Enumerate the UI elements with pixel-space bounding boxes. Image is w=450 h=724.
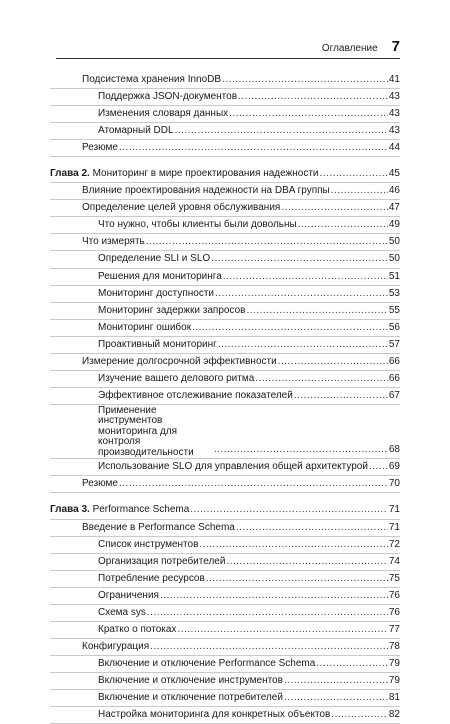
toc-entry <box>50 673 400 690</box>
toc-entry-text <box>98 673 283 689</box>
toc-entry-title: Что нужно, чтобы клиенты были довольны <box>98 219 297 231</box>
toc-entry-text <box>98 123 174 139</box>
toc-page-number: 77 <box>388 623 400 635</box>
toc-entry-title: Проактивный мониторинг <box>98 338 217 350</box>
toc-entry <box>50 320 400 337</box>
toc-page-number: 56 <box>388 321 400 333</box>
toc-page-number: 47 <box>388 202 400 214</box>
toc-entry-title: Мониторинг задержки запросов <box>98 304 246 316</box>
toc-entry-title: Измерение долгосрочной эффективности <box>82 355 277 367</box>
toc-page-number: 53 <box>388 287 400 299</box>
toc-page-number: 76 <box>388 589 400 601</box>
toc-page-number: 43 <box>388 108 400 120</box>
toc-entry-title: Мониторинг в мире проектирования надежности <box>92 168 319 180</box>
toc-page-number: 43 <box>388 91 400 103</box>
toc-entry <box>50 622 400 639</box>
toc-entry <box>50 89 400 106</box>
toc-entry-text <box>82 639 149 655</box>
dot-leader <box>278 354 388 370</box>
toc-entry-text <box>98 554 225 570</box>
toc-entry-title: Определение SLI и SLO <box>98 253 211 265</box>
dot-leader <box>215 286 388 302</box>
toc-entry-text <box>98 371 254 387</box>
chapter-label: Глава 3. <box>50 504 90 516</box>
toc-entry-text <box>82 183 330 199</box>
toc-entry <box>50 656 400 673</box>
dot-leader <box>238 89 388 105</box>
toc-entry-title: Применение инструментов мониторинга для контроля производительности <box>98 404 194 458</box>
toc-entry <box>50 337 400 354</box>
toc-entry-text <box>98 251 210 267</box>
dot-leader <box>211 251 388 267</box>
toc-chapter-entry <box>50 166 400 183</box>
toc-page-number: 75 <box>388 572 400 584</box>
toc-entry-text <box>50 166 319 182</box>
toc-entry <box>50 251 400 268</box>
dot-leader <box>229 106 388 122</box>
dot-leader <box>223 269 388 285</box>
toc-entry <box>50 520 400 537</box>
toc-entry-text <box>98 405 213 459</box>
toc-page-number: 82 <box>388 709 400 721</box>
toc-entry <box>50 269 400 286</box>
toc-entry-title: Резюме <box>82 478 118 490</box>
toc-entry <box>50 388 400 405</box>
toc-entry-text <box>98 388 293 404</box>
toc-entry <box>50 405 400 460</box>
toc-chapter-entry <box>50 502 400 519</box>
toc-entry-text <box>82 72 221 88</box>
header-title: Оглавление <box>321 43 378 54</box>
toc-page-number: 44 <box>388 142 400 154</box>
toc-entry <box>50 234 400 251</box>
toc-entry-text <box>82 476 118 492</box>
toc-page-number: 71 <box>388 521 400 533</box>
toc-entry <box>50 690 400 707</box>
toc-page-number: 46 <box>388 185 400 197</box>
dot-leader <box>284 690 388 706</box>
toc-entry <box>50 217 400 234</box>
dot-leader <box>218 337 388 353</box>
toc-entry-title: Схема sys <box>98 606 146 618</box>
toc-entry <box>50 303 400 320</box>
toc-page-number: 49 <box>388 219 400 231</box>
toc-entry <box>50 140 400 157</box>
toc-entry-text <box>98 89 237 105</box>
toc-entry-title: Поддержка JSON-документов <box>98 91 238 103</box>
dot-leader <box>190 502 388 518</box>
dot-leader <box>119 476 388 492</box>
toc-entry-text <box>98 286 214 302</box>
toc-entry-text <box>98 217 297 233</box>
dot-leader <box>294 388 388 404</box>
toc-entry-text <box>98 106 228 122</box>
toc-page-number: 55 <box>388 304 400 316</box>
toc-entry-title: Изучение вашего делового ритма <box>98 372 255 384</box>
toc-entry-text <box>98 303 245 319</box>
dot-leader <box>160 588 388 604</box>
running-header <box>56 38 400 56</box>
dot-leader <box>147 605 388 621</box>
toc-entry-title: Использование SLO для управления общей архитектурой <box>98 461 368 473</box>
toc-page-number: 41 <box>388 74 400 85</box>
toc-entry-text <box>82 234 145 250</box>
toc-page-number: 78 <box>388 640 400 652</box>
toc-entry <box>50 200 400 217</box>
toc-page-number: 81 <box>388 692 400 703</box>
toc-page-number: 69 <box>388 461 400 473</box>
dot-leader <box>369 459 388 475</box>
toc-entry-text <box>50 502 189 518</box>
dot-leader <box>284 673 388 689</box>
dot-leader <box>177 622 387 638</box>
toc-entry-text <box>98 269 222 285</box>
toc-entry <box>50 537 400 554</box>
dot-leader <box>331 707 388 723</box>
toc-page-number: 50 <box>388 253 400 265</box>
toc-page-number: 72 <box>388 538 400 550</box>
dot-leader <box>226 554 387 570</box>
toc-page-number: 79 <box>388 674 400 686</box>
dot-leader <box>206 571 388 587</box>
toc-entry-title: Влияние проектирования надежности на DBA группы <box>82 185 330 197</box>
page-number: 7 <box>391 38 400 55</box>
toc-entry-text <box>98 622 176 638</box>
toc-entry <box>50 123 400 140</box>
toc-entry-title: Решения для мониторинга <box>98 270 222 282</box>
toc-page-number: 45 <box>388 168 400 180</box>
dot-leader <box>146 234 388 250</box>
toc-entry-title: Кратко о потоках <box>98 623 177 635</box>
toc-entry-title: Включение и отключение инструментов <box>98 674 283 686</box>
toc-entry-text <box>98 656 315 672</box>
toc-entry-text <box>82 140 118 156</box>
toc-page-number: 74 <box>388 555 400 567</box>
toc-page-number: 43 <box>388 125 400 137</box>
toc-entry-title: Атомарный DDL <box>98 125 174 137</box>
toc-entry-title: Настройка мониторинга для конкретных объектов <box>98 709 331 721</box>
dot-leader <box>199 537 387 553</box>
dot-leader <box>192 320 388 336</box>
toc-entry-title: Performance Schema <box>92 504 190 516</box>
toc-entry-text <box>98 690 283 706</box>
toc-entry-title: Список инструментов <box>98 538 199 550</box>
toc-entry-title: Эффективное отслеживание показателей <box>98 389 293 401</box>
toc-entry-title: Ограничения <box>98 589 159 601</box>
toc-entry-title: Введение в Performance Schema <box>82 521 235 533</box>
toc-entry <box>50 72 400 89</box>
dot-leader <box>214 442 388 458</box>
toc-entry <box>50 639 400 656</box>
toc-page-number: 67 <box>388 389 400 401</box>
toc-entry <box>50 459 400 476</box>
toc-entry-text <box>82 520 235 536</box>
toc-entry <box>50 106 400 123</box>
toc-entry-text <box>98 337 217 353</box>
toc-entry-text <box>98 320 191 336</box>
toc-entry <box>50 371 400 388</box>
dot-leader <box>320 166 388 182</box>
dot-leader <box>255 371 388 387</box>
toc-entry-text <box>98 588 159 604</box>
toc-entry-title: Мониторинг ошибок <box>98 321 192 333</box>
toc-entry-title: Конфигурация <box>82 640 150 652</box>
dot-leader <box>175 123 388 139</box>
toc-entry-text <box>82 354 277 370</box>
toc-entry-title: Организация потребителей <box>98 555 226 567</box>
toc-entry-title: Изменения словаря данных <box>98 108 229 120</box>
toc-entry-title: Включение и отключение потребителей <box>98 692 283 703</box>
toc-entry <box>50 476 400 493</box>
toc-entry-title: Определение целей уровня обслуживания <box>82 202 281 214</box>
toc-entry <box>50 605 400 622</box>
toc-entry <box>50 588 400 605</box>
toc-entry-title: Подсистема хранения InnoDB <box>82 74 222 85</box>
dot-leader <box>119 140 388 156</box>
toc-entry-title: Включение и отключение Performance Schema <box>98 657 316 669</box>
toc-page-number: 79 <box>388 657 400 669</box>
dot-leader <box>281 200 388 216</box>
dot-leader <box>246 303 387 319</box>
toc-page-number: 57 <box>388 338 400 350</box>
toc-page-number: 76 <box>388 606 400 618</box>
dot-leader <box>236 520 388 536</box>
toc-entry <box>50 707 400 724</box>
toc-entry-text <box>98 605 146 621</box>
toc-entry-title: Мониторинг доступности <box>98 287 214 299</box>
toc-entry-text <box>82 200 280 216</box>
toc-entry-text <box>98 571 205 587</box>
toc-entry-title: Что измерять <box>82 236 145 248</box>
toc-entry <box>50 554 400 571</box>
toc-page-number: 68 <box>388 444 400 456</box>
toc-entry <box>50 286 400 303</box>
dot-leader <box>150 639 388 655</box>
table-of-contents <box>50 72 400 724</box>
chapter-label: Глава 2. <box>50 168 90 180</box>
toc-entry-text <box>98 537 198 553</box>
toc-entry <box>50 354 400 371</box>
toc-page-number: 51 <box>388 270 400 282</box>
dot-leader <box>331 183 388 199</box>
toc-entry-title: Резюме <box>82 142 118 154</box>
toc-entry-title: Потребление ресурсов <box>98 572 205 584</box>
toc-page-number: 66 <box>388 372 400 384</box>
toc-page-number: 66 <box>388 355 400 367</box>
toc-entry-text <box>98 459 368 475</box>
dot-leader <box>222 72 388 88</box>
toc-entry-text <box>98 707 330 723</box>
header-rule <box>56 58 400 59</box>
toc-page-number: 50 <box>388 236 400 248</box>
toc-entry <box>50 183 400 200</box>
toc-entry <box>50 571 400 588</box>
toc-page-number: 71 <box>388 504 400 516</box>
dot-leader <box>298 217 388 233</box>
dot-leader <box>316 656 388 672</box>
toc-page-number: 70 <box>388 478 400 490</box>
